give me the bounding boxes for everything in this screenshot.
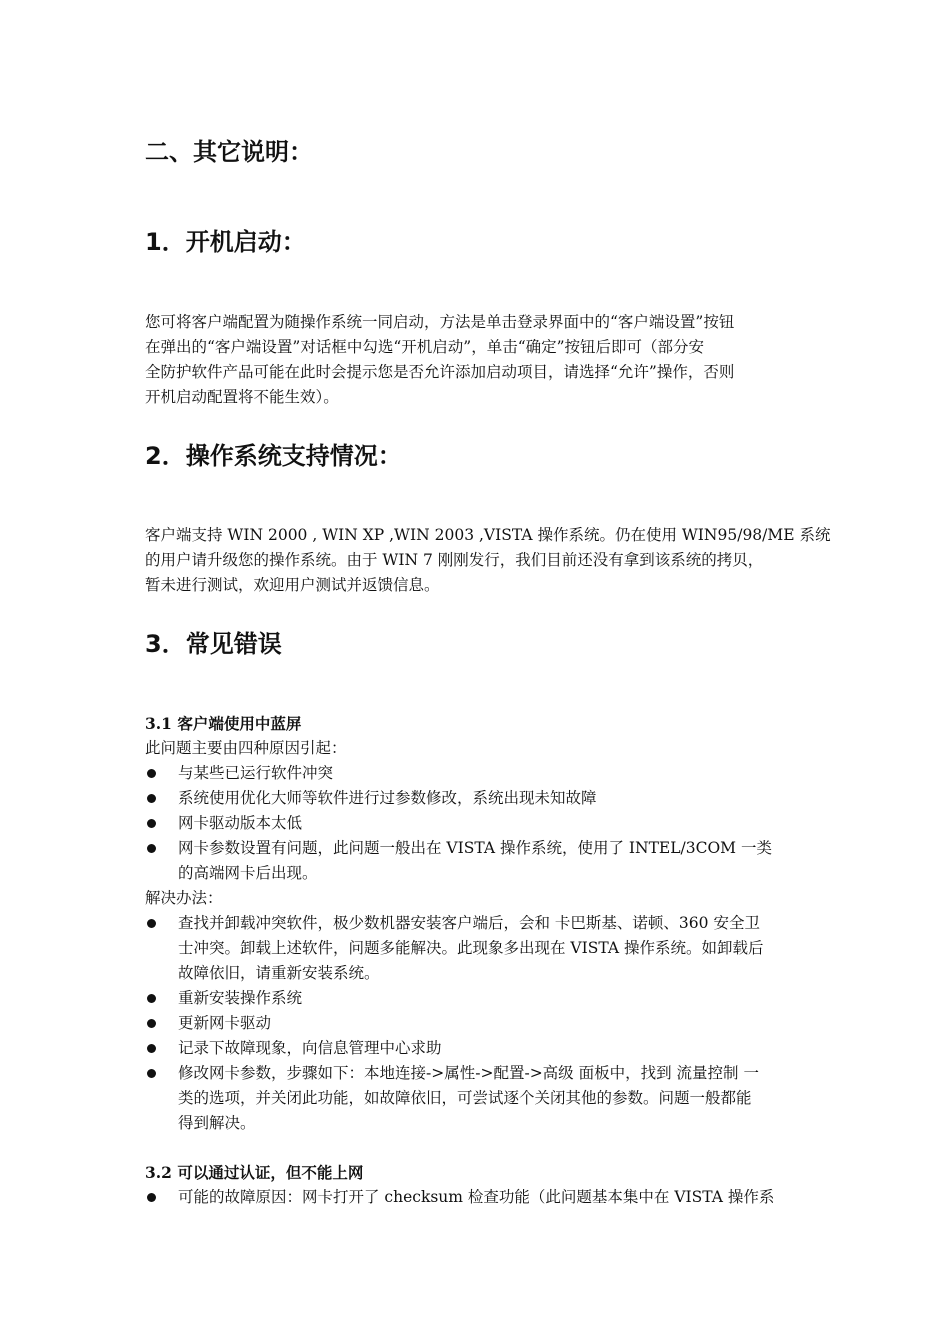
bullet-icon	[147, 1019, 156, 1028]
text-line: 查找并卸载冲突软件，极少数机器安装客户端后，会和 卡巴斯基、诺顿、360 安全卫	[178, 914, 760, 932]
text-line: 类的选项，并关闭此功能，如故障依旧，可尝试逐个关闭其他的参数。问题一般都能	[178, 1089, 752, 1107]
text-line: 与某些已运行软件冲突	[178, 764, 334, 782]
section-title-other: 二、其它说明：	[145, 138, 313, 166]
heading-os-support: 2．操作系统支持情况：	[145, 442, 402, 470]
bullet-icon	[147, 819, 156, 828]
heading-startup: 1．开机启动：	[145, 228, 306, 256]
text-line: 网卡参数设置有问题，此问题一般出在 VISTA 操作系统，使用了 INTEL/3COM 一类	[178, 839, 772, 857]
bullet-icon	[147, 1044, 156, 1053]
text-line: 暂未进行测试，欢迎用户测试并返馈信息。	[145, 576, 440, 594]
text-line: 得到解决。	[178, 1114, 256, 1132]
bullet-icon	[147, 844, 156, 853]
text-line: 您可将客户端配置为随操作系统一同启动，方法是单击登录界面中的“客户端设置”按钮	[145, 313, 735, 331]
text-line: 的用户请升级您的操作系统。由于 WIN 7 刚刚发行，我们目前还没有拿到该系统的拷贝，	[145, 551, 764, 569]
text-line: 网卡驱动版本太低	[178, 814, 303, 832]
heading-common-errors: 3．常见错误	[145, 630, 282, 658]
subheading-network: 3.2 可以通过认证，但不能上网	[145, 1163, 364, 1182]
text-line: 记录下故障现象，向信息管理中心求助	[178, 1039, 442, 1057]
bluescreen-intro: 此问题主要由四种原因引起：	[145, 739, 347, 757]
text-line: 修改网卡参数，步骤如下：本地连接->属性->配置->高级 面板中，找到 流量控制 一	[178, 1064, 759, 1082]
subheading-bluescreen: 3.1 客户端使用中蓝屏	[145, 714, 302, 733]
text-line: 的高端网卡后出现。	[178, 864, 318, 882]
bullet-icon	[147, 1193, 156, 1202]
text-line: 开机启动配置将不能生效）。	[145, 388, 339, 406]
text-line: 客户端支持 WIN 2000 , WIN XP ,WIN 2003 ,VISTA 操作系统。仍在使用 WIN95/98/ME 系统	[145, 526, 831, 544]
text-line: 系统使用优化大师等软件进行过参数修改，系统出现未知故障	[178, 789, 597, 807]
bullet-icon	[147, 994, 156, 1003]
bullet-icon	[147, 1069, 156, 1078]
bullet-icon	[147, 794, 156, 803]
text-line: 更新网卡驱动	[178, 1014, 272, 1032]
text-line: 故障依旧，请重新安装系统。	[178, 964, 380, 982]
text-line: 可能的故障原因：网卡打开了 checksum 检查功能（此问题基本集中在 VISTA 操作系	[178, 1188, 775, 1206]
paragraph-os-support	[145, 523, 831, 598]
bullet-icon	[147, 919, 156, 928]
paragraph-startup	[145, 310, 807, 410]
text-line: 重新安装操作系统	[178, 989, 303, 1007]
text-line: 士冲突。卸载上述软件，问题多能解决。此现象多出现在 VISTA 操作系统。如卸载后	[178, 939, 764, 957]
solution-label: 解决办法：	[145, 889, 223, 907]
text-line: 在弹出的“客户端设置”对话框中勾选“开机启动”，单击“确定”按钮后即可（部分安	[145, 338, 705, 356]
text-line: 全防护软件产品可能在此时会提示您是否允许添加启动项目，请选择“允许”操作，否则	[145, 363, 735, 381]
bullet-icon	[147, 769, 156, 778]
